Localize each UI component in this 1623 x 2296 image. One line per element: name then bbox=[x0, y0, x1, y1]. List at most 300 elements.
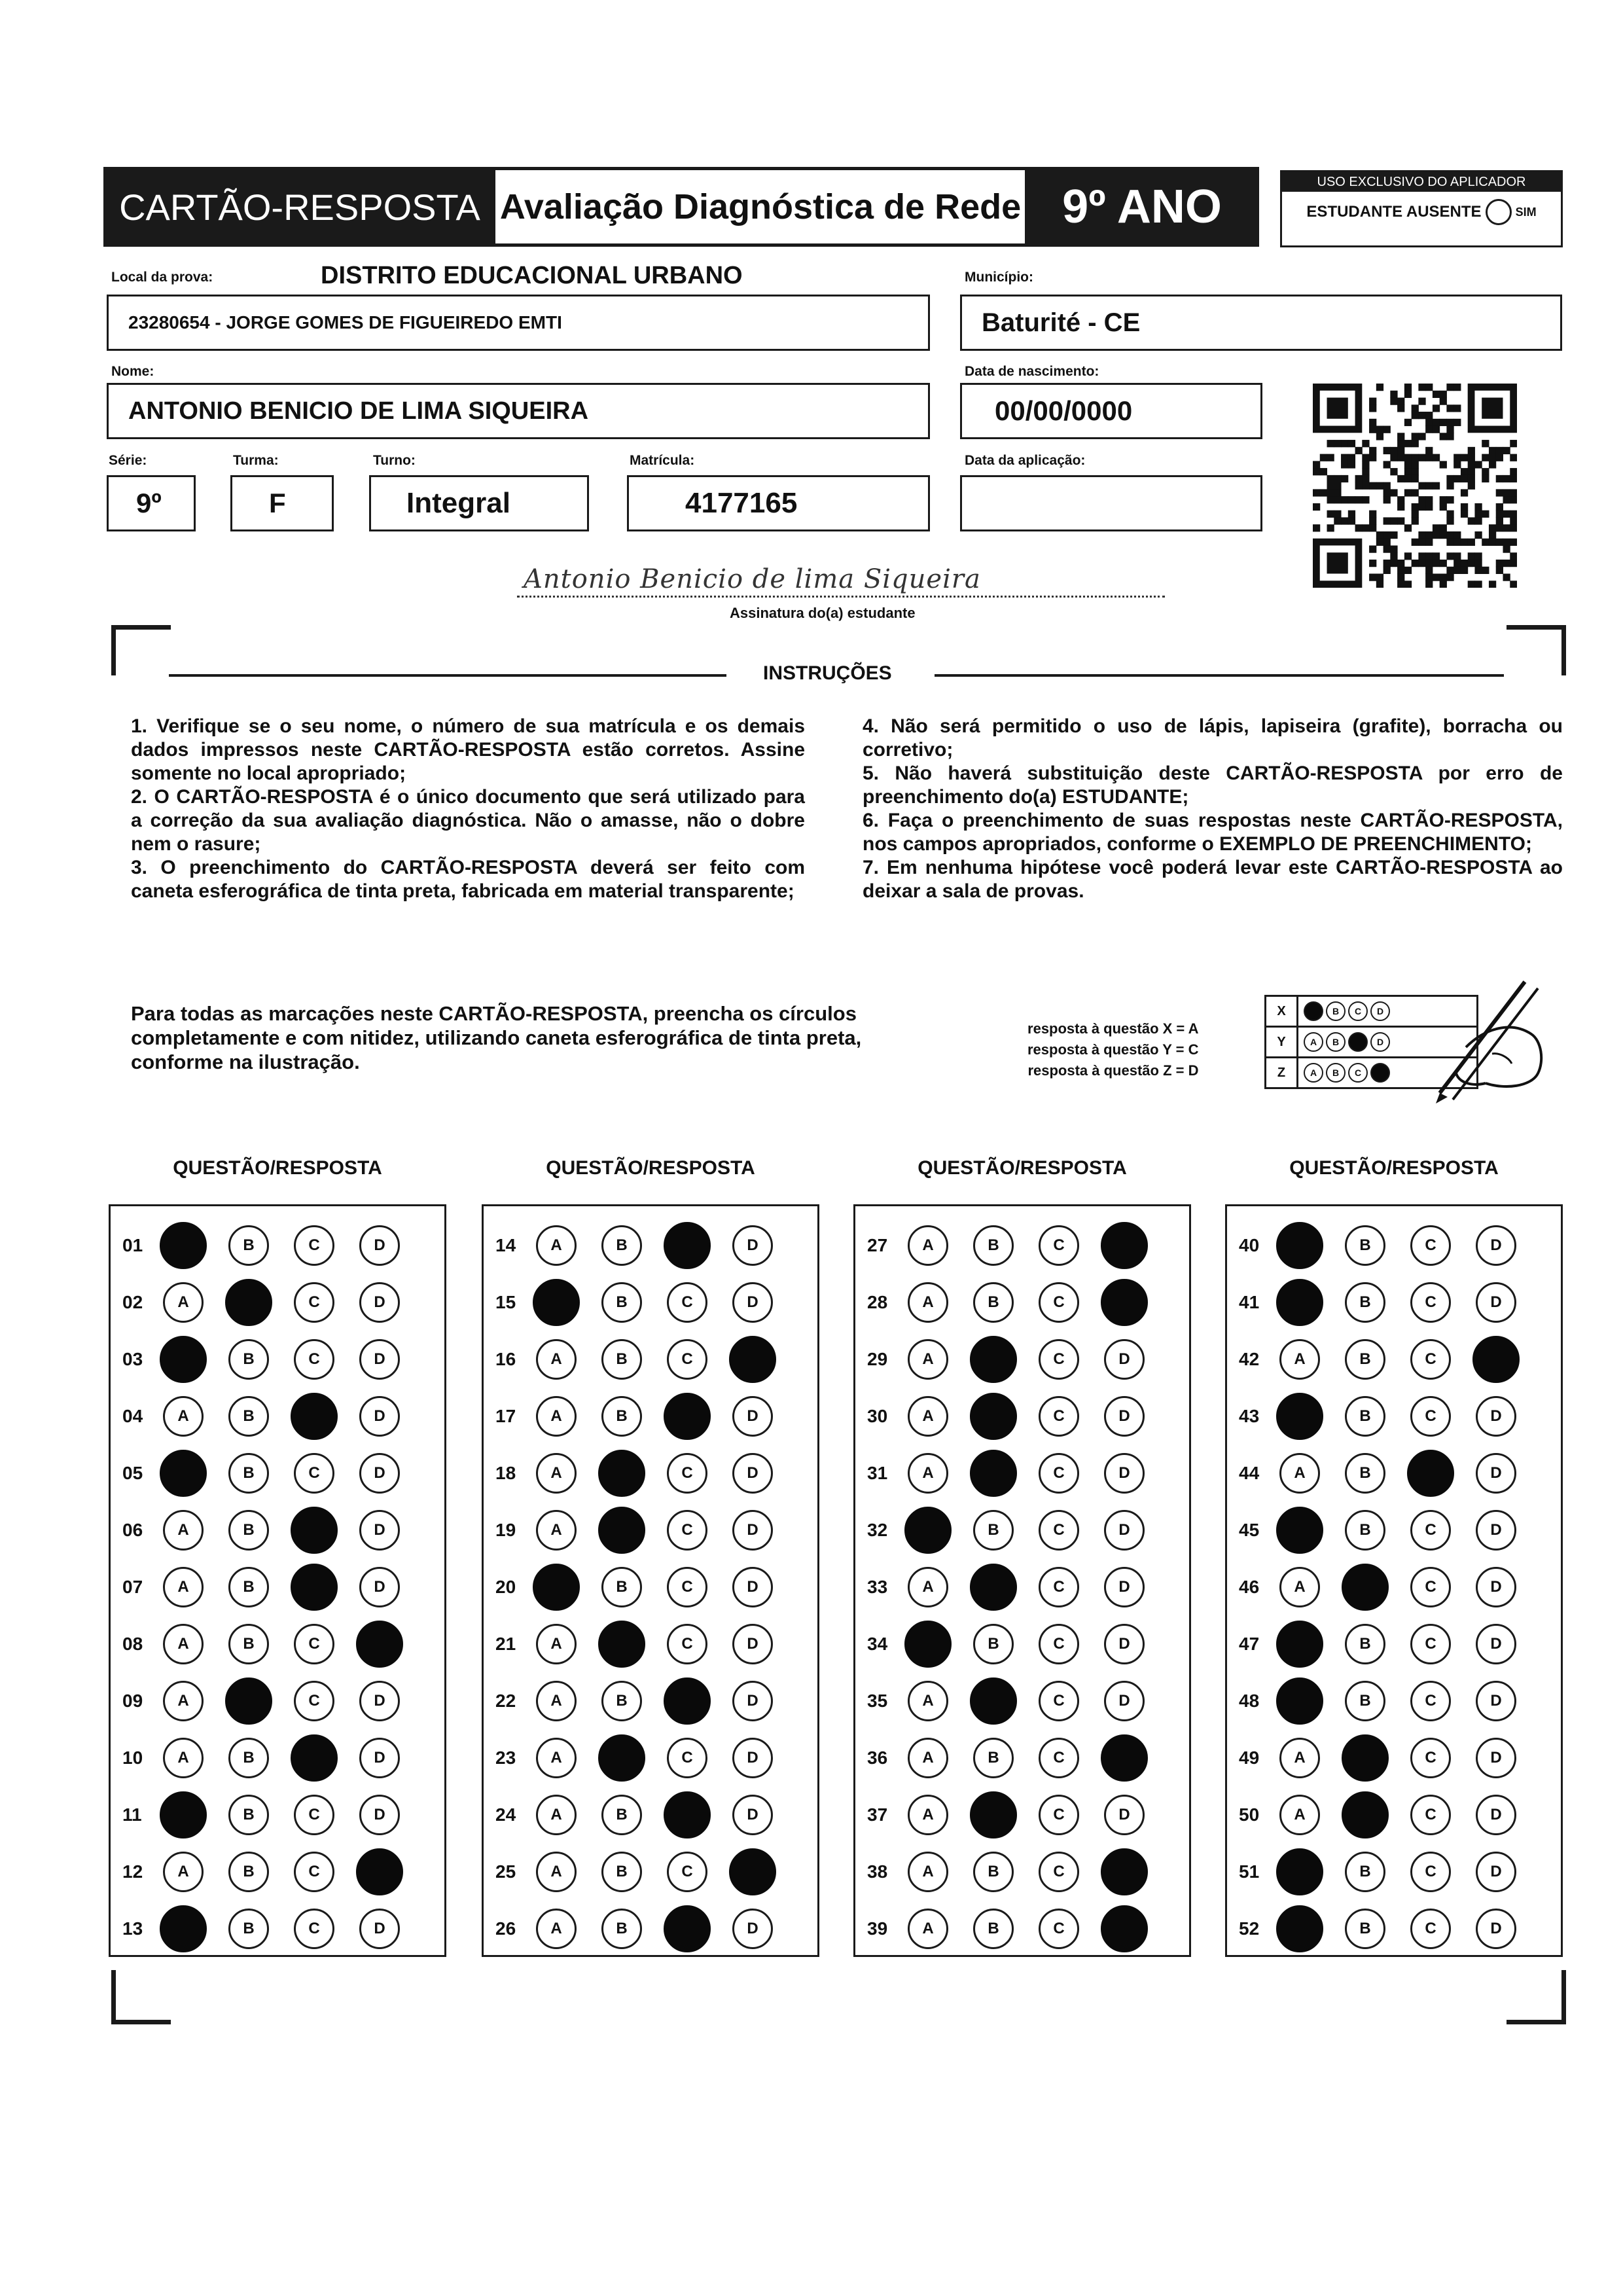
bubble-letter: C bbox=[681, 1635, 693, 1653]
answer-bubble-b[interactable] bbox=[601, 1339, 642, 1380]
answer-bubble-d[interactable] bbox=[359, 1510, 400, 1551]
answer-bubble-a[interactable] bbox=[163, 1852, 204, 1892]
answer-bubble-b[interactable] bbox=[601, 1567, 642, 1607]
answer-bubble-d[interactable] bbox=[732, 1510, 773, 1551]
bubble-letter: A bbox=[1294, 1578, 1306, 1596]
question-number: 22 bbox=[495, 1691, 516, 1711]
answer-bubble-c[interactable] bbox=[1039, 1909, 1079, 1949]
signature-label: Assinatura do(a) estudante bbox=[730, 605, 916, 621]
answer-bubble-d[interactable] bbox=[732, 1909, 773, 1949]
answer-bubble-d[interactable] bbox=[359, 1339, 400, 1380]
answer-bubble-b[interactable] bbox=[1345, 1852, 1385, 1892]
answer-bubble-d[interactable] bbox=[1104, 1339, 1145, 1380]
question-row bbox=[855, 1511, 1189, 1550]
answer-bubble-b[interactable] bbox=[225, 1677, 272, 1725]
answer-bubble-a[interactable] bbox=[1276, 1279, 1323, 1326]
nome-field bbox=[107, 383, 930, 439]
bubble-letter: D bbox=[747, 1749, 758, 1767]
answer-bubble-d[interactable] bbox=[1101, 1848, 1148, 1895]
question-number: 52 bbox=[1239, 1918, 1260, 1939]
answer-bubble-d[interactable] bbox=[732, 1738, 773, 1778]
question-number: 01 bbox=[122, 1235, 143, 1255]
bubble-letter: C bbox=[1425, 1293, 1436, 1311]
instruction-7: 7. Em nenhuma hipótese você poderá levar este CARTÃO-RESPOSTA ao deixar a sala de provas. bbox=[863, 857, 1563, 902]
answer-bubble-d[interactable] bbox=[732, 1396, 773, 1437]
answer-bubble-d[interactable] bbox=[732, 1453, 773, 1494]
answer-bubble-c[interactable] bbox=[294, 1282, 334, 1323]
answer-bubble-d[interactable] bbox=[359, 1909, 400, 1949]
question-row bbox=[855, 1681, 1189, 1721]
answer-bubble-a[interactable] bbox=[1279, 1795, 1320, 1835]
question-row bbox=[855, 1340, 1189, 1379]
answer-bubble-a[interactable] bbox=[536, 1510, 577, 1551]
bubble-letter: B bbox=[243, 1863, 255, 1880]
answer-bubble-a[interactable] bbox=[536, 1225, 577, 1266]
bubble-letter: D bbox=[374, 1749, 385, 1767]
corner-mark-bottom-left bbox=[111, 1970, 171, 2024]
answer-bubble-c[interactable] bbox=[1039, 1225, 1079, 1266]
answer-bubble-b[interactable] bbox=[1345, 1624, 1385, 1664]
answer-bubble-b[interactable] bbox=[601, 1396, 642, 1437]
answer-bubble-d[interactable] bbox=[1104, 1453, 1145, 1494]
bubble-letter: B bbox=[988, 1236, 999, 1254]
bubble-letter: D bbox=[747, 1692, 758, 1710]
corner-mark-bottom-right bbox=[1507, 1970, 1566, 2024]
answer-bubble-b[interactable] bbox=[1342, 1564, 1389, 1611]
answer-bubble-b[interactable] bbox=[973, 1909, 1014, 1949]
answer-bubble-d[interactable] bbox=[1101, 1222, 1148, 1269]
answer-bubble-d[interactable] bbox=[1476, 1909, 1516, 1949]
answer-bubble-d[interactable] bbox=[1476, 1624, 1516, 1664]
answer-bubble-d[interactable] bbox=[1101, 1905, 1148, 1952]
answer-bubble-d[interactable] bbox=[1101, 1279, 1148, 1326]
question-number: 47 bbox=[1239, 1634, 1260, 1654]
answer-bubble-c[interactable] bbox=[291, 1507, 338, 1554]
answer-bubble-a[interactable] bbox=[163, 1681, 204, 1721]
answer-bubble-b[interactable] bbox=[973, 1510, 1014, 1551]
answer-bubble-a[interactable] bbox=[536, 1795, 577, 1835]
bubble-letter: A bbox=[550, 1749, 562, 1767]
answer-bubble-b[interactable] bbox=[598, 1734, 645, 1782]
question-number: 50 bbox=[1239, 1804, 1260, 1825]
answer-bubble-b[interactable] bbox=[1345, 1339, 1385, 1380]
answer-bubble-b[interactable] bbox=[228, 1396, 269, 1437]
answer-bubble-b[interactable] bbox=[228, 1567, 269, 1607]
question-number: 51 bbox=[1239, 1861, 1260, 1882]
question-row bbox=[1227, 1624, 1561, 1664]
applicator-only-label: USO EXCLUSIVO DO APLICADOR bbox=[1282, 172, 1561, 192]
answer-bubble-d[interactable] bbox=[1104, 1567, 1145, 1607]
answer-bubble-c[interactable] bbox=[1039, 1567, 1079, 1607]
bubble-letter: C bbox=[308, 1464, 320, 1482]
question-row bbox=[1227, 1852, 1561, 1892]
question-number: 18 bbox=[495, 1463, 516, 1483]
answer-bubble-b[interactable] bbox=[973, 1738, 1014, 1778]
answer-bubble-a[interactable] bbox=[1276, 1905, 1323, 1952]
school-field bbox=[107, 295, 930, 351]
grade-label: 9º ANO bbox=[1062, 181, 1222, 233]
answer-bubble-c[interactable] bbox=[664, 1791, 711, 1839]
answer-bubble-a[interactable] bbox=[1279, 1738, 1320, 1778]
question-number: 30 bbox=[867, 1406, 888, 1426]
answer-bubble-b[interactable] bbox=[228, 1225, 269, 1266]
answer-bubble-c[interactable] bbox=[1410, 1795, 1451, 1835]
answer-bubble-a[interactable] bbox=[1276, 1848, 1323, 1895]
bubble-letter: D bbox=[1118, 1521, 1130, 1539]
answer-bubble-d[interactable] bbox=[732, 1681, 773, 1721]
answer-bubble-d[interactable] bbox=[1472, 1336, 1520, 1383]
answer-bubble-b[interactable] bbox=[973, 1282, 1014, 1323]
answer-bubble-c[interactable] bbox=[1410, 1738, 1451, 1778]
student-absent-yes: SIM bbox=[1515, 205, 1537, 219]
answer-bubble-a[interactable] bbox=[908, 1681, 948, 1721]
matricula-field bbox=[627, 475, 930, 531]
bubble-letter: D bbox=[747, 1464, 758, 1482]
answer-bubble-d[interactable] bbox=[732, 1624, 773, 1664]
answer-bubble-b[interactable] bbox=[601, 1795, 642, 1835]
answer-bubble-b[interactable] bbox=[228, 1909, 269, 1949]
question-row bbox=[111, 1511, 444, 1550]
answer-bubble-c[interactable] bbox=[291, 1734, 338, 1782]
answer-bubble-b[interactable] bbox=[598, 1621, 645, 1668]
answer-bubble-b[interactable] bbox=[970, 1393, 1017, 1440]
answer-bubble-b[interactable] bbox=[1345, 1510, 1385, 1551]
answer-bubble-b[interactable] bbox=[228, 1510, 269, 1551]
answer-bubble-d[interactable] bbox=[359, 1795, 400, 1835]
answer-bubble-d[interactable] bbox=[1476, 1396, 1516, 1437]
bubble-letter: D bbox=[1490, 1464, 1502, 1482]
bubble-letter: C bbox=[681, 1350, 693, 1368]
answer-bubble-b[interactable] bbox=[970, 1791, 1017, 1839]
answer-bubble-c[interactable] bbox=[667, 1738, 707, 1778]
answer-bubble-b[interactable] bbox=[1345, 1396, 1385, 1437]
answer-bubble-a[interactable] bbox=[536, 1453, 577, 1494]
bubble-letter: D bbox=[1490, 1863, 1502, 1880]
answer-bubble-b[interactable] bbox=[1345, 1282, 1385, 1323]
answer-bubble-c[interactable] bbox=[294, 1909, 334, 1949]
answer-bubble-b[interactable] bbox=[601, 1909, 642, 1949]
answer-bubble-d[interactable] bbox=[356, 1848, 403, 1895]
answer-bubble-a[interactable] bbox=[536, 1624, 577, 1664]
answer-bubble-d[interactable] bbox=[359, 1396, 400, 1437]
answer-bubble-a[interactable] bbox=[908, 1795, 948, 1835]
answer-bubble-a[interactable] bbox=[908, 1282, 948, 1323]
answer-bubble-a[interactable] bbox=[163, 1510, 204, 1551]
answer-bubble-c[interactable] bbox=[1039, 1453, 1079, 1494]
bubble-letter: C bbox=[1425, 1692, 1436, 1710]
answer-bubble-c[interactable] bbox=[1410, 1510, 1451, 1551]
answer-bubble-c[interactable] bbox=[1410, 1282, 1451, 1323]
answer-bubble-c[interactable] bbox=[667, 1339, 707, 1380]
bubble-letter: C bbox=[308, 1236, 320, 1254]
answer-bubble-c[interactable] bbox=[1039, 1339, 1079, 1380]
answer-bubble-c[interactable] bbox=[1410, 1225, 1451, 1266]
turma-label: Turma: bbox=[233, 453, 279, 468]
question-row bbox=[1227, 1283, 1561, 1322]
example-legend-z: resposta à questão Z = D bbox=[1027, 1062, 1199, 1079]
bubble-letter: D bbox=[1490, 1692, 1502, 1710]
answer-bubble-c[interactable] bbox=[1039, 1681, 1079, 1721]
answer-bubble-b[interactable] bbox=[970, 1336, 1017, 1383]
answer-bubble-d[interactable] bbox=[1476, 1738, 1516, 1778]
answer-bubble-d[interactable] bbox=[1476, 1567, 1516, 1607]
answer-bubble-c[interactable] bbox=[667, 1852, 707, 1892]
answer-bubble-d[interactable] bbox=[729, 1336, 776, 1383]
bubble-letter: C bbox=[308, 1920, 320, 1937]
answer-bubble-b[interactable] bbox=[973, 1852, 1014, 1892]
answer-bubble-c[interactable] bbox=[294, 1681, 334, 1721]
answer-bubble-a[interactable] bbox=[1276, 1222, 1323, 1269]
answer-bubble-b[interactable] bbox=[225, 1279, 272, 1326]
answer-bubble-a[interactable] bbox=[160, 1791, 207, 1839]
answer-bubble-c[interactable] bbox=[1410, 1567, 1451, 1607]
bubble-letter: C bbox=[308, 1293, 320, 1311]
bubble-letter: B bbox=[616, 1692, 628, 1710]
answer-bubble-d[interactable] bbox=[732, 1567, 773, 1607]
answer-bubble-a[interactable] bbox=[163, 1624, 204, 1664]
answer-bubble-a[interactable] bbox=[160, 1905, 207, 1952]
answer-bubble-d[interactable] bbox=[732, 1225, 773, 1266]
answer-bubble-a[interactable] bbox=[163, 1567, 204, 1607]
question-number: 15 bbox=[495, 1292, 516, 1312]
answer-bubble-a[interactable] bbox=[1276, 1393, 1323, 1440]
question-row bbox=[1227, 1340, 1561, 1379]
question-number: 04 bbox=[122, 1406, 143, 1426]
answer-bubble-c[interactable] bbox=[294, 1453, 334, 1494]
bubble-letter: D bbox=[374, 1806, 385, 1823]
answer-bubble-c[interactable] bbox=[667, 1453, 707, 1494]
answer-bubble-b[interactable] bbox=[973, 1624, 1014, 1664]
answer-bubble-c[interactable] bbox=[1410, 1852, 1451, 1892]
answer-bubble-b[interactable] bbox=[228, 1453, 269, 1494]
answer-bubble-d[interactable] bbox=[1101, 1734, 1148, 1782]
answer-bubble-c[interactable] bbox=[294, 1339, 334, 1380]
answer-bubble-c[interactable] bbox=[664, 1222, 711, 1269]
answer-bubble-c[interactable] bbox=[664, 1905, 711, 1952]
question-number: 45 bbox=[1239, 1520, 1260, 1540]
answer-bubble-c[interactable] bbox=[294, 1852, 334, 1892]
answer-bubble-a[interactable] bbox=[1279, 1453, 1320, 1494]
student-absent-checkbox[interactable] bbox=[1486, 199, 1512, 225]
answer-bubble-a[interactable] bbox=[533, 1279, 580, 1326]
answer-bubble-a[interactable] bbox=[536, 1852, 577, 1892]
answer-bubble-a[interactable] bbox=[536, 1396, 577, 1437]
answer-bubble-a[interactable] bbox=[160, 1336, 207, 1383]
answer-bubble-a[interactable] bbox=[908, 1852, 948, 1892]
bubble-letter: D bbox=[374, 1407, 385, 1425]
question-number: 12 bbox=[122, 1861, 143, 1882]
answer-bubble-b[interactable] bbox=[598, 1507, 645, 1554]
answer-bubble-d[interactable] bbox=[1476, 1852, 1516, 1892]
question-number: 29 bbox=[867, 1349, 888, 1369]
answer-bubble-c[interactable] bbox=[667, 1624, 707, 1664]
bubble-letter: B bbox=[988, 1863, 999, 1880]
answer-bubble-a[interactable] bbox=[536, 1681, 577, 1721]
question-row bbox=[484, 1909, 817, 1948]
answer-bubble-d[interactable] bbox=[1104, 1681, 1145, 1721]
bubble-letter: A bbox=[922, 1692, 934, 1710]
bubble-letter: B bbox=[243, 1521, 255, 1539]
answer-bubble-a[interactable] bbox=[160, 1222, 207, 1269]
answer-bubble-d[interactable] bbox=[1476, 1681, 1516, 1721]
answer-bubble-b[interactable] bbox=[598, 1450, 645, 1497]
answer-bubble-b[interactable] bbox=[1345, 1225, 1385, 1266]
answer-bubble-d[interactable] bbox=[359, 1567, 400, 1607]
bubble-letter: C bbox=[308, 1863, 320, 1880]
answer-bubble-a[interactable] bbox=[163, 1282, 204, 1323]
answer-bubble-a[interactable] bbox=[1276, 1677, 1323, 1725]
answer-bubble-d[interactable] bbox=[729, 1848, 776, 1895]
answer-bubble-b[interactable] bbox=[228, 1339, 269, 1380]
bubble-letter: B bbox=[616, 1236, 628, 1254]
bubble-letter: C bbox=[1053, 1749, 1065, 1767]
answer-bubble-a[interactable] bbox=[1276, 1507, 1323, 1554]
answer-bubble-c[interactable] bbox=[1410, 1396, 1451, 1437]
answer-bubble-c[interactable] bbox=[1039, 1624, 1079, 1664]
column-title-2: QUESTÃO/RESPOSTA bbox=[546, 1157, 755, 1179]
answer-bubble-b[interactable] bbox=[601, 1282, 642, 1323]
answer-bubble-c[interactable] bbox=[1039, 1396, 1079, 1437]
answer-bubble-a[interactable] bbox=[533, 1564, 580, 1611]
answer-bubble-c[interactable] bbox=[664, 1677, 711, 1725]
answer-bubble-a[interactable] bbox=[908, 1738, 948, 1778]
answer-bubble-c[interactable] bbox=[1410, 1681, 1451, 1721]
answer-bubble-a[interactable] bbox=[908, 1396, 948, 1437]
instructions-right bbox=[863, 715, 1563, 903]
answer-bubble-a[interactable] bbox=[908, 1909, 948, 1949]
answer-bubble-b[interactable] bbox=[1345, 1909, 1385, 1949]
answer-bubble-c[interactable] bbox=[1039, 1852, 1079, 1892]
answer-bubble-b[interactable] bbox=[1345, 1681, 1385, 1721]
answer-bubble-a[interactable] bbox=[908, 1225, 948, 1266]
answer-bubble-b[interactable] bbox=[228, 1852, 269, 1892]
answer-bubble-b[interactable] bbox=[1342, 1734, 1389, 1782]
bubble-letter: B bbox=[988, 1521, 999, 1539]
bubble-letter: D bbox=[1118, 1464, 1130, 1482]
answer-bubble-d[interactable] bbox=[359, 1225, 400, 1266]
answer-bubble-c[interactable] bbox=[1039, 1510, 1079, 1551]
bubble-letter: B bbox=[616, 1293, 628, 1311]
answer-bubble-c[interactable] bbox=[667, 1567, 707, 1607]
instruction-5: 5. Não haverá substituição deste CARTÃO-RESPOSTA por erro de preenchimento do(a) ESTUDANTE; bbox=[863, 762, 1563, 808]
answer-bubble-b[interactable] bbox=[970, 1677, 1017, 1725]
answer-bubble-a[interactable] bbox=[1279, 1567, 1320, 1607]
answer-bubble-a[interactable] bbox=[163, 1738, 204, 1778]
bubble-letter: A bbox=[177, 1863, 189, 1880]
answer-bubble-b[interactable] bbox=[228, 1624, 269, 1664]
school-value: 23280654 - JORGE GOMES DE FIGUEIREDO EMTI bbox=[128, 312, 562, 332]
answer-bubble-a[interactable] bbox=[904, 1621, 952, 1668]
bubble-letter: C bbox=[1425, 1635, 1436, 1653]
answer-bubble-c[interactable] bbox=[294, 1225, 334, 1266]
answer-bubble-a[interactable] bbox=[163, 1396, 204, 1437]
answer-bubble-d[interactable] bbox=[359, 1681, 400, 1721]
question-row bbox=[1227, 1681, 1561, 1721]
answer-bubble-c[interactable] bbox=[1039, 1738, 1079, 1778]
example-question-label: X bbox=[1266, 996, 1298, 1027]
answer-bubble-b[interactable] bbox=[601, 1681, 642, 1721]
answer-bubble-c[interactable] bbox=[1039, 1795, 1079, 1835]
answer-bubble-d[interactable] bbox=[359, 1738, 400, 1778]
answer-bubble-b[interactable] bbox=[1342, 1791, 1389, 1839]
question-number: 37 bbox=[867, 1804, 888, 1825]
answer-bubble-c[interactable] bbox=[1410, 1909, 1451, 1949]
question-row bbox=[111, 1852, 444, 1892]
answer-bubble-d[interactable] bbox=[359, 1282, 400, 1323]
answer-bubble-b[interactable] bbox=[970, 1564, 1017, 1611]
answer-bubble-c[interactable] bbox=[667, 1510, 707, 1551]
answer-bubble-d[interactable] bbox=[1104, 1624, 1145, 1664]
answer-bubble-c[interactable] bbox=[1410, 1339, 1451, 1380]
answer-bubble-d[interactable] bbox=[732, 1795, 773, 1835]
question-row bbox=[855, 1397, 1189, 1436]
answer-bubble-c[interactable] bbox=[664, 1393, 711, 1440]
answer-bubble-d[interactable] bbox=[356, 1621, 403, 1668]
answer-bubble-d[interactable] bbox=[359, 1453, 400, 1494]
answer-bubble-d[interactable] bbox=[732, 1282, 773, 1323]
bubble-letter: B bbox=[1359, 1863, 1371, 1880]
answer-bubble-d[interactable] bbox=[1104, 1396, 1145, 1437]
answer-bubble-b[interactable] bbox=[228, 1795, 269, 1835]
answer-bubble-c[interactable] bbox=[1410, 1624, 1451, 1664]
answer-bubble-d[interactable] bbox=[1476, 1510, 1516, 1551]
answer-bubble-b[interactable] bbox=[1345, 1453, 1385, 1494]
answer-bubble-a[interactable] bbox=[536, 1909, 577, 1949]
answer-bubble-c[interactable] bbox=[291, 1393, 338, 1440]
bubble-letter: B bbox=[616, 1407, 628, 1425]
answer-bubble-d[interactable] bbox=[1104, 1510, 1145, 1551]
answer-bubble-c[interactable] bbox=[1407, 1450, 1454, 1497]
example-bubble-b bbox=[1326, 1063, 1346, 1083]
answer-bubble-b[interactable] bbox=[970, 1450, 1017, 1497]
answer-bubble-a[interactable] bbox=[160, 1450, 207, 1497]
bubble-letter: A bbox=[177, 1692, 189, 1710]
answer-bubble-a[interactable] bbox=[908, 1339, 948, 1380]
question-number: 13 bbox=[122, 1918, 143, 1939]
answer-bubble-d[interactable] bbox=[1476, 1282, 1516, 1323]
answer-bubble-c[interactable] bbox=[294, 1795, 334, 1835]
answer-bubble-c[interactable] bbox=[294, 1624, 334, 1664]
bubble-letter: D bbox=[1490, 1407, 1502, 1425]
bubble-letter: A bbox=[1294, 1806, 1306, 1823]
answer-bubble-a[interactable] bbox=[1276, 1621, 1323, 1668]
answer-bubble-a[interactable] bbox=[908, 1567, 948, 1607]
question-number: 33 bbox=[867, 1577, 888, 1597]
answer-bubble-d[interactable] bbox=[1476, 1795, 1516, 1835]
answer-bubble-a[interactable] bbox=[536, 1339, 577, 1380]
answer-bubble-d[interactable] bbox=[1476, 1225, 1516, 1266]
column-title-3: QUESTÃO/RESPOSTA bbox=[918, 1157, 1127, 1179]
answer-bubble-d[interactable] bbox=[1476, 1453, 1516, 1494]
answer-bubble-a[interactable] bbox=[908, 1453, 948, 1494]
answer-bubble-b[interactable] bbox=[973, 1225, 1014, 1266]
serie-value: 9º bbox=[136, 488, 162, 518]
answer-bubble-a[interactable] bbox=[1279, 1339, 1320, 1380]
question-number: 39 bbox=[867, 1918, 888, 1939]
answer-bubble-b[interactable] bbox=[228, 1738, 269, 1778]
answer-bubble-b[interactable] bbox=[601, 1225, 642, 1266]
answer-bubble-c[interactable] bbox=[667, 1282, 707, 1323]
answer-bubble-a[interactable] bbox=[536, 1738, 577, 1778]
answer-bubble-b[interactable] bbox=[601, 1852, 642, 1892]
answer-bubble-d[interactable] bbox=[1104, 1795, 1145, 1835]
example-bubble-c bbox=[1348, 1001, 1368, 1021]
question-number: 31 bbox=[867, 1463, 888, 1483]
bubble-letter: C bbox=[308, 1806, 320, 1823]
answer-bubble-c[interactable] bbox=[1039, 1282, 1079, 1323]
answer-bubble-a[interactable] bbox=[904, 1507, 952, 1554]
answer-bubble-c[interactable] bbox=[291, 1564, 338, 1611]
